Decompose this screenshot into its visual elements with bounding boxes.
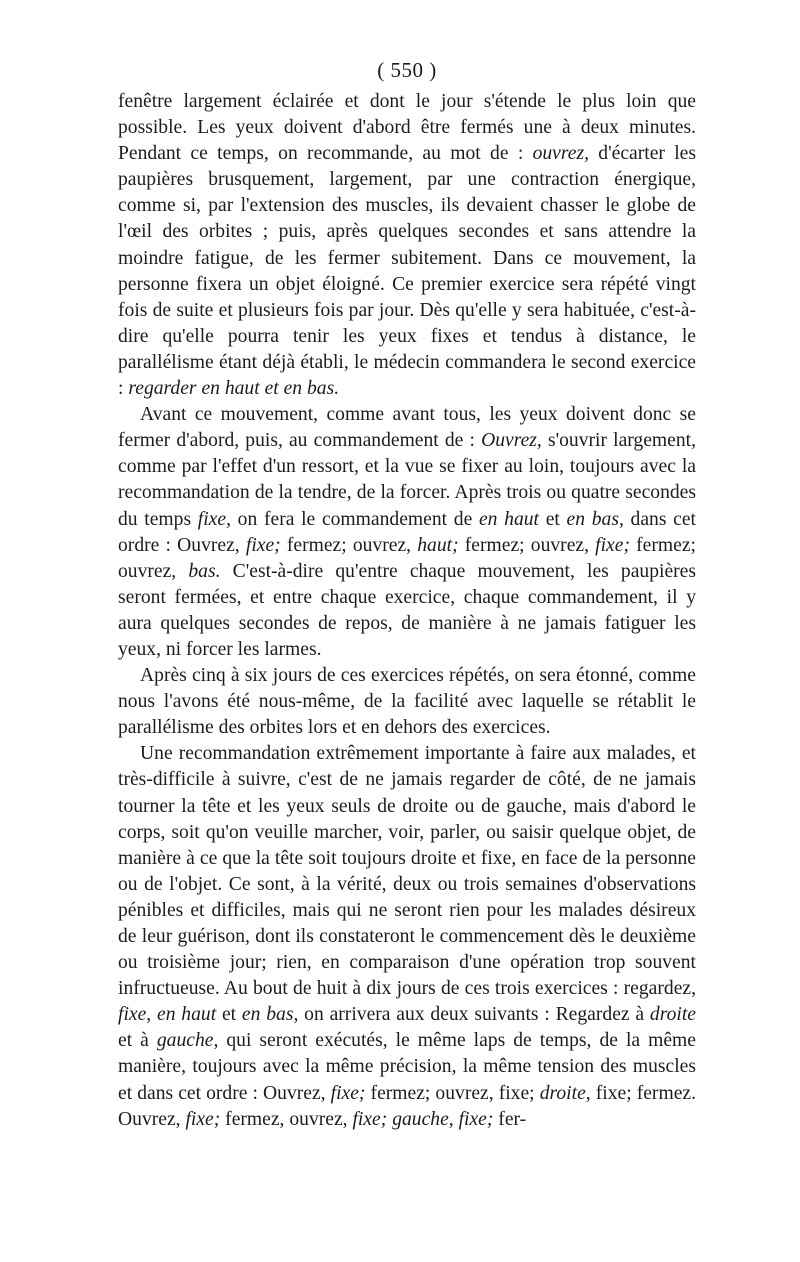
italic-text: fixe, en haut bbox=[118, 1004, 217, 1026]
italic-text: droite bbox=[649, 1004, 696, 1026]
italic-text: fixe; bbox=[330, 1082, 366, 1104]
italic-text: en haut bbox=[478, 508, 539, 530]
text-segment: fermez; ouvrez, bbox=[118, 534, 696, 582]
italic-text: droite, bbox=[539, 1082, 591, 1104]
text-segment: on fera le commandement de bbox=[230, 508, 479, 530]
text-segment: dans cet ordre : Ouvrez, bbox=[118, 508, 696, 556]
paragraph bbox=[118, 89, 696, 402]
text-segment: fermez; ouvrez, bbox=[458, 534, 596, 556]
italic-text: gauche, bbox=[156, 1030, 219, 1052]
italic-text: gauche, bbox=[392, 1108, 454, 1130]
italic-text: bas. bbox=[188, 560, 221, 582]
text-segment: s'ouvrir largement, comme par l'effet d'un ressort, et la vue se fixer au loin, toujours avec la recommandation de la tendre, de la forcer. Après trois ou quatre secondes du temps bbox=[118, 430, 697, 530]
paragraph bbox=[118, 741, 696, 1132]
paragraph bbox=[118, 402, 696, 663]
italic-text: fixe; bbox=[352, 1108, 388, 1130]
italic-text: fixe; bbox=[595, 534, 630, 556]
paragraph bbox=[118, 663, 696, 741]
text-segment: et à bbox=[118, 1030, 157, 1052]
text-segment: qui seront exécutés, le même laps de temps, de la même manière, toujours avec la même précision, la même tension des muscles et dans cet ordre : Ouvrez, bbox=[118, 1030, 696, 1104]
text-segment: Après cinq à six jours de ces exercices répétés, on sera étonné, comme nous l'avons été nous-même, de la facilité avec laquelle se rétablit le parallélisme des orbites lors et en dehors des exercices. bbox=[118, 665, 696, 739]
book-page bbox=[118, 58, 696, 1133]
italic-text: en bas, bbox=[566, 508, 624, 530]
italic-text: fixe, bbox=[197, 508, 231, 530]
italic-text: en bas, bbox=[241, 1004, 299, 1026]
text-segment: fenêtre largement éclairée et dont le jour s'étende le plus loin que possible. Les yeux doivent d'abord être fermés une à deux minutes. Pendant ce temps, on recommande, au mot de : bbox=[118, 91, 696, 165]
text-segment: fermez; ouvrez, fixe; bbox=[365, 1082, 540, 1104]
italic-text: fixe; bbox=[458, 1108, 494, 1130]
text-segment: Avant ce mouvement, comme avant tous, les yeux doivent donc se fermer d'abord, puis, au commandement de : bbox=[118, 404, 696, 452]
text-segment: fermez, ouvrez, bbox=[220, 1108, 353, 1130]
italic-text: regarder en haut et en bas. bbox=[128, 378, 340, 400]
italic-text: fixe; bbox=[245, 534, 281, 556]
page-number: ( 550 ) bbox=[377, 58, 437, 82]
italic-text: Ouvrez, bbox=[481, 430, 542, 452]
text-segment: fer- bbox=[493, 1108, 527, 1130]
italic-text: fixe; bbox=[185, 1108, 221, 1130]
text-segment: fixe; fermez. Ouvrez, bbox=[118, 1082, 696, 1130]
text-segment: et bbox=[539, 508, 567, 530]
text-segment: d'écarter les paupières brusquement, largement, par une contraction énergique, comme si, par l'extension des muscles, ils devaient chasser le globe de l'œil des orbites ; puis, après quelques secondes et sans attendre la moindre fatigue, de les fermer subitement. Dans ce mouvement, la personne fixera un objet éloigné. Ce premier exercice sera répété vingt fois de suite et plusieurs fois par jour. Dès qu'elle y sera habituée, c'est-à-dire qu'elle pourra tenir les yeux fixes et tendus à distance, le parallélisme étant déjà établi, le médecin commandera le second exercice : bbox=[118, 143, 696, 400]
italic-text: ouvrez, bbox=[532, 143, 589, 165]
text-segment: fermez; ouvrez, bbox=[280, 534, 418, 556]
text-segment: on arrivera aux deux suivants : Regardez à bbox=[298, 1004, 650, 1026]
text-segment: et bbox=[216, 1004, 242, 1026]
text-segment: C'est-à-dire qu'entre chaque mouvement, les paupières seront fermées, et entre chaque exercice, chaque commandement, il y aura quelques secondes de repos, de manière à ne jamais fatiguer les yeux, ni forcer les larmes. bbox=[118, 560, 696, 660]
text-body bbox=[118, 89, 696, 1133]
italic-text: haut; bbox=[417, 534, 459, 556]
text-segment: Une recommandation extrêmement importante à faire aux malades, et très-difficile à suivre, c'est de ne jamais regarder de côté, de ne jamais tourner la tête et les yeux seuls de droite ou de gauche, mais d'abord le corps, soit qu'on veuille marcher, voir, parler, ou saisir quelque objet, de manière à ce que la tête soit toujours droite et fixe, en face de la personne ou de l'objet. Ce sont, à la vérité, deux ou trois semaines d'observations pénibles et difficiles, mais qui ne seront rien pour les malades désireux de leur guérison, dont ils constateront le commencement dès le deuxième ou troisième jour; rien, en comparaison d'une opération trop souvent infructueuse. Au bout de huit à dix jours de ces trois exercices : regardez, bbox=[118, 743, 696, 1000]
